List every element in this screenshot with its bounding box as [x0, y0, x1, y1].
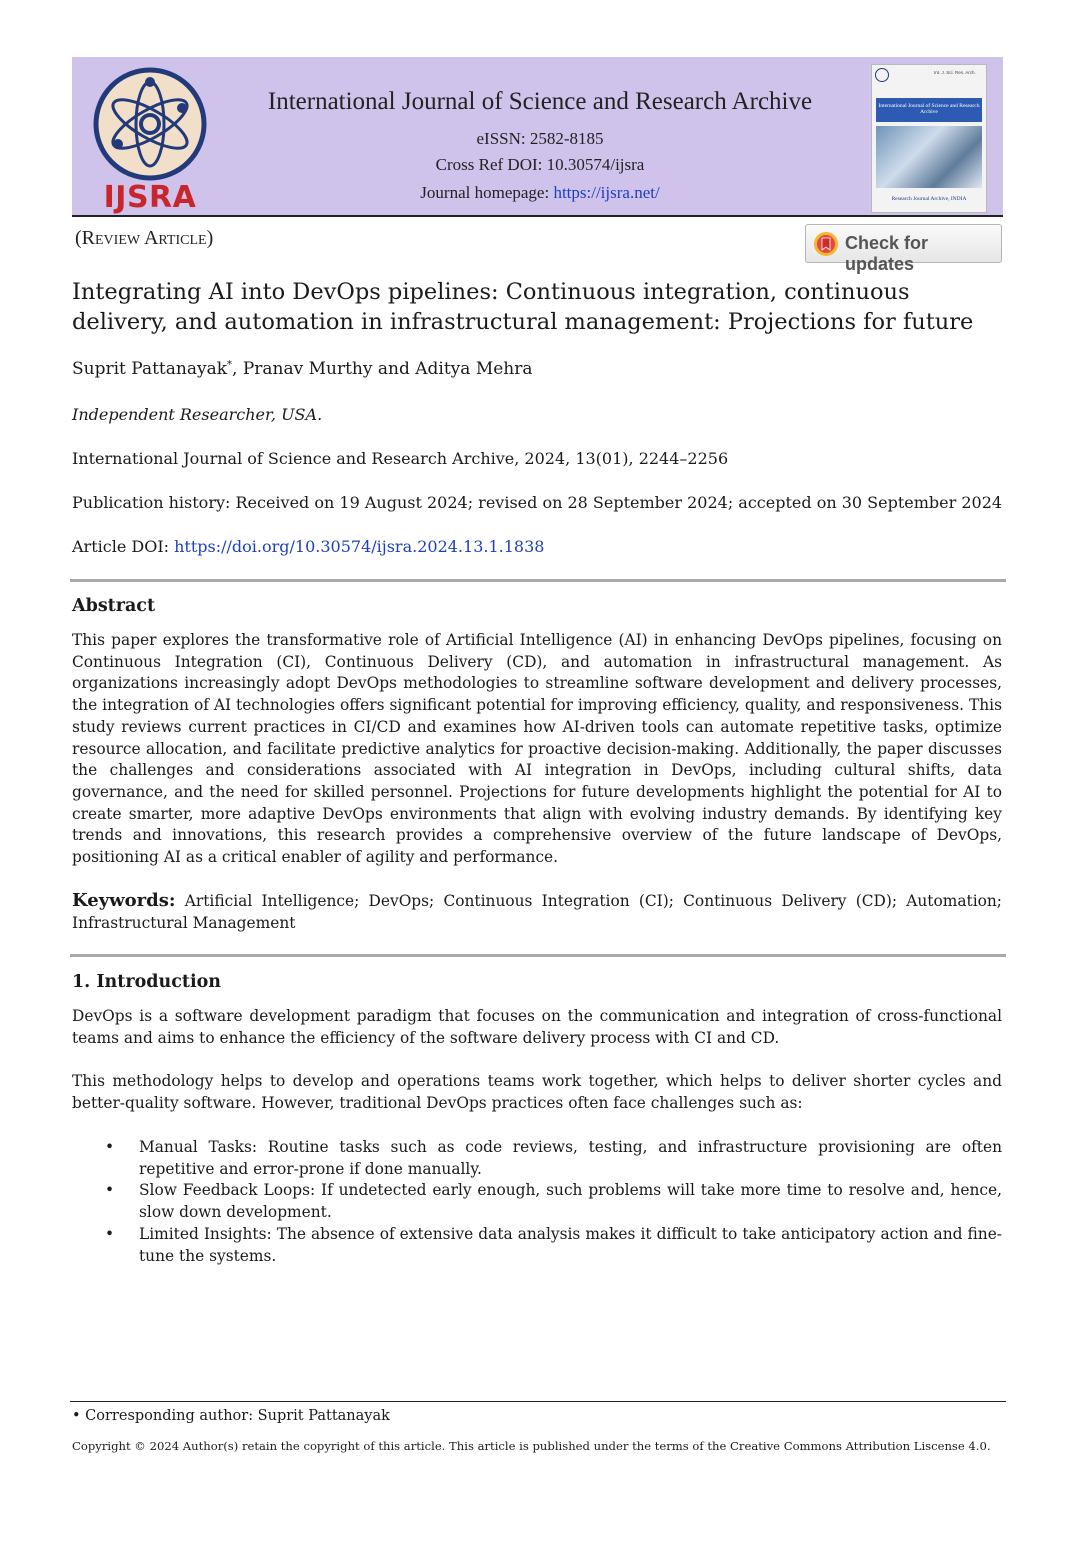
keywords: [72, 890, 1002, 934]
introduction-heading: 1. Introduction: [72, 972, 221, 992]
coauthors: , Pranav Murthy and Aditya Mehra: [232, 359, 533, 379]
doi-label: Article DOI:: [72, 537, 175, 556]
publication-history: Publication history: Received on 19 August 2024; revised on 28 September 2024; accepted on 30 September 2024: [72, 493, 1003, 512]
author-name: Suprit Pattanayak: [72, 359, 228, 379]
homepage-label: Journal homepage:: [420, 183, 554, 202]
footnote-divider: [70, 1401, 1006, 1402]
list-item: [72, 1180, 1002, 1223]
cover-image: [876, 126, 982, 188]
journal-title: International Journal of Science and Research Archive: [267, 88, 813, 115]
keywords-label: Keywords:: [72, 890, 176, 911]
abstract-heading: Abstract: [72, 596, 156, 616]
cover-title: International Journal of Science and Research Archive: [878, 103, 980, 115]
citation: International Journal of Science and Research Archive, 2024, 13(01), 2244–2256: [72, 449, 729, 468]
copyright-notice: Copyright © 2024 Author(s) retain the copyright of this article. This article is published under the terms of the Creative Commons Attribution Liscense 4.0.: [72, 1439, 991, 1453]
author-list: [72, 359, 533, 379]
doi-link[interactable]: https://doi.org/10.30574/ijsra.2024.13.1.1838: [174, 537, 545, 556]
journal-cover-thumbnail: [871, 64, 987, 213]
check-for-updates-label: Check for updates: [845, 233, 929, 274]
corresponding-mark: *: [227, 359, 233, 371]
list-item: [72, 1224, 1002, 1267]
bookmark-icon: [813, 231, 839, 257]
list-item: [72, 1137, 1002, 1180]
list-item-text: Manual Tasks: Routine tasks such as code reviews, testing, and infrastructure provisioning are often repetitive and error-prone if done manually.: [139, 1138, 1002, 1178]
eissn: eISSN: 2582-8185: [476, 129, 604, 148]
section-divider: [70, 579, 1006, 582]
cover-corner-text: Int. J. Sci. Res. Arch.: [934, 70, 976, 75]
crossref-doi: Cross Ref DOI: 10.30574/ijsra: [435, 155, 645, 174]
section-divider: [70, 954, 1006, 957]
list-item-text: Slow Feedback Loops: If undetected early enough, such problems will take more time to resolve and, hence, slow down development.: [139, 1181, 1002, 1222]
bullet-icon: •: [105, 1138, 115, 1156]
footnote-mark: •: [72, 1408, 81, 1424]
abstract-body: This paper explores the transformative role of Artificial Intelligence (AI) in enhancing DevOps pipelines, focusing on Continuous Integration (CI), Continuous Delivery (CD), and automation in infrastructural management. As organizations increasingly adopt DevOps methodologies to streamline software development and delivery processes, the integration of AI technologies offers significant potential for improving efficiency, quality, and responsiveness. This study reviews current practices in CI/CD and examines how AI-driven tools can automate repetitive tasks, optimize resource allocation, and facilitate predictive analytics for proactive decision-making. Additionally, the paper discusses the challenges and considerations associated with AI integration in DevOps, including cultural shifts, data governance, and the need for skilled personnel. Projections for future developments highlight the potential for AI to create smarter, more adaptive DevOps environments that align with evolving industry demands. By identifying key trends and innovations, this research provides a comprehensive overview of the future landscape of DevOps, positioning AI as a critical enabler of agility and performance.: [72, 631, 1002, 867]
journal-homepage: [230, 183, 850, 203]
affiliation: Independent Researcher, USA.: [72, 405, 323, 424]
bullet-icon: •: [105, 1181, 115, 1200]
corresponding-author-text: Corresponding author: Suprit Pattanayak: [80, 1408, 390, 1424]
keywords-text: Artificial Intelligence; DevOps; Continuous Integration (CI); Continuous Delivery (CD); Automation; Infrastructural Management: [72, 892, 1002, 932]
article-doi: [72, 537, 544, 556]
homepage-link[interactable]: https://ijsra.net/: [553, 183, 660, 202]
introduction-paragraph: DevOps is a software development paradigm that focuses on the communication and integration of cross-functional teams and aims to enhance the efficiency of the software delivery process with CI and CD.: [72, 1007, 1002, 1047]
bullet-icon: •: [105, 1224, 115, 1243]
paper-title: Integrating AI into DevOps pipelines: Continuous integration, continuous delivery, and automation in infrastructural management: Projections for future: [72, 279, 974, 335]
cover-logo-icon: [875, 68, 889, 82]
article-type: (Review Article): [75, 227, 214, 249]
challenge-list: [72, 1137, 1002, 1267]
cover-footer: Research Journal Archive, INDIA: [891, 196, 967, 202]
header-divider: [72, 215, 1003, 217]
introduction-paragraph: This methodology helps to develop and operations teams work together, which helps to deliver shorter cycles and better-quality software. However, traditional DevOps practices often face challenges such as:: [72, 1072, 1002, 1112]
corresponding-author: [72, 1408, 390, 1424]
list-item-text: Limited Insights: The absence of extensive data analysis makes it difficult to take anticipatory action and fine-tune the systems.: [139, 1224, 1002, 1265]
atom-icon: [90, 66, 212, 186]
logo-wordmark: IJSRA: [103, 180, 197, 215]
check-for-updates-button[interactable]: [805, 224, 1002, 274]
